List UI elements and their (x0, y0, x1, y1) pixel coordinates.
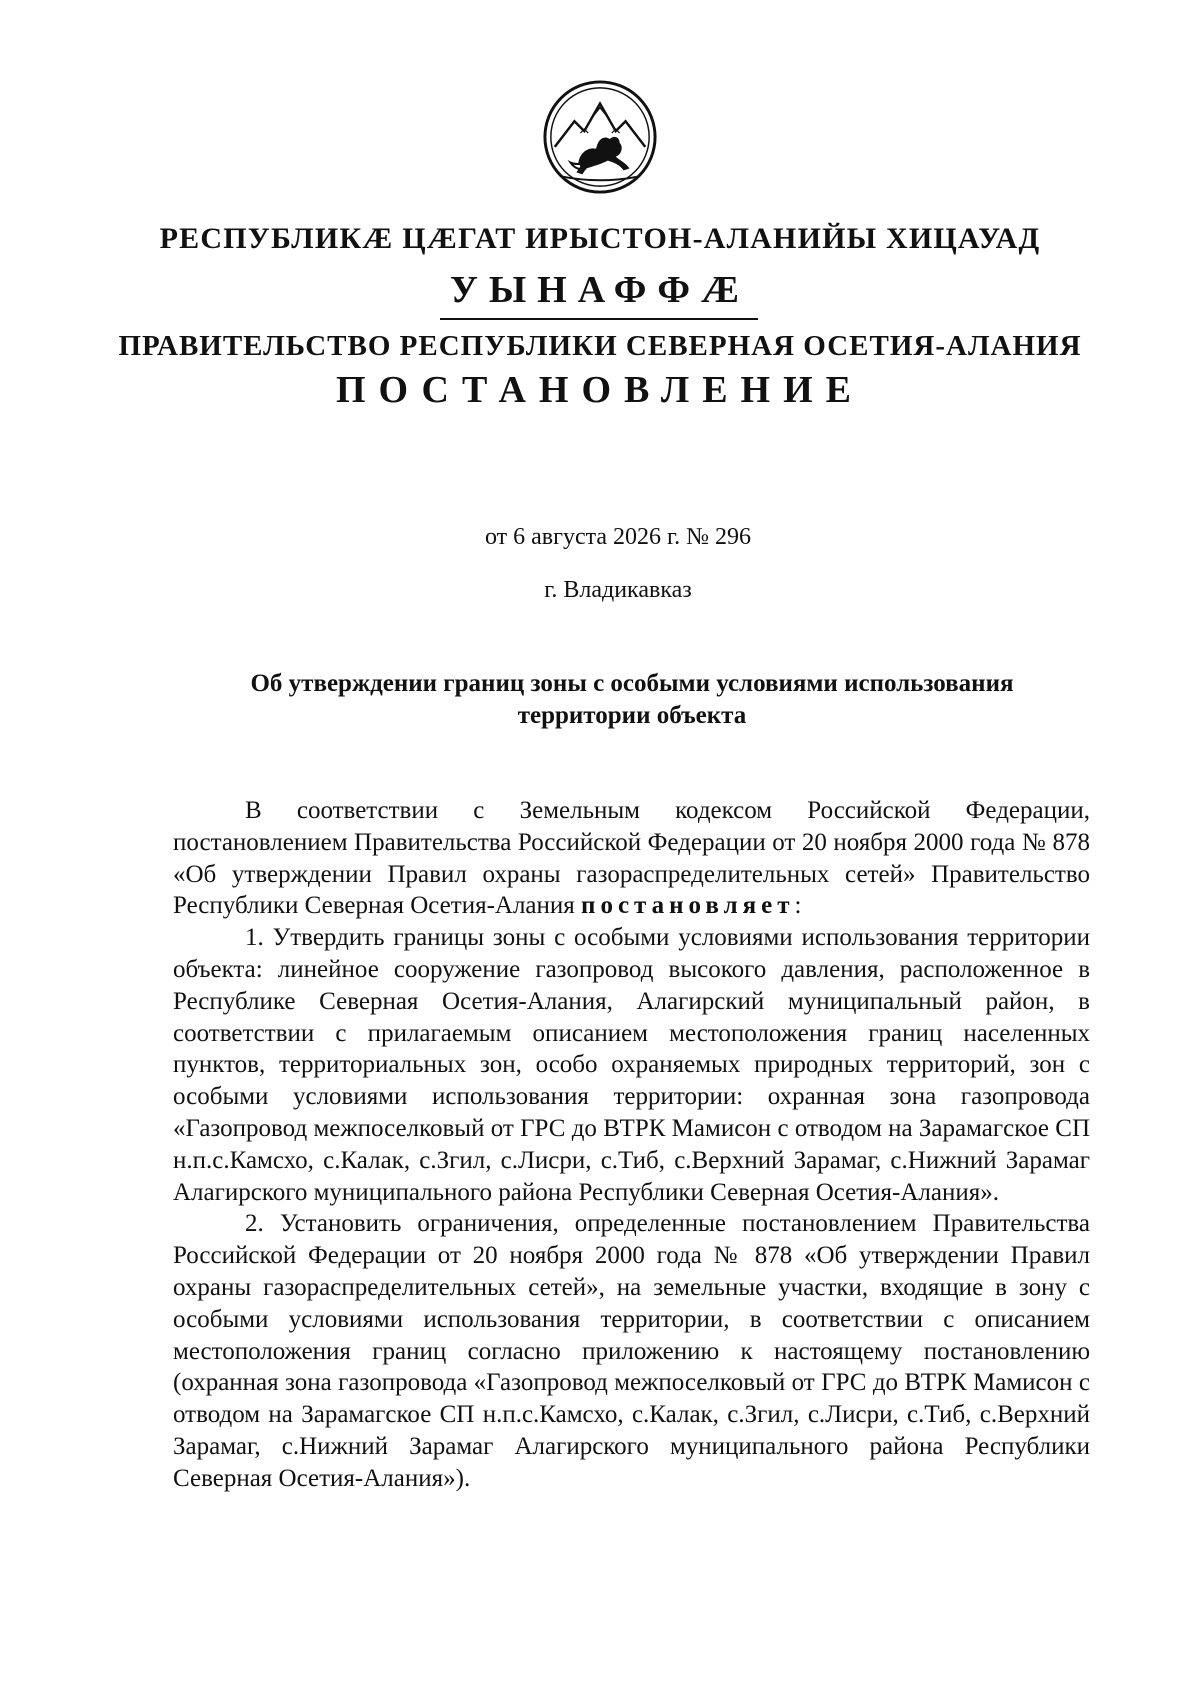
item-1-paragraph: 1. Утвердить границы зоны с особыми условиями использования территории объекта: линейное сооружение газопровод высокого давления, расположенное в Республике Северная Осетия-Алания, Алагирский муниципальный район, в соответствии с прилагаемым описанием местоположения границ населенных пунктов, территориальных зон, особо охраняемых природных территорий, зон с особыми условиями использования территории: охранная зона газопровода «Газопровод межпоселковый от ГРС до ВТРК Мамисон с отводом на Зарамагское СП н.п.с.Камсхо, с.Калак, с.Згил, с.Лисри, с.Тиб, с.Верхний Зарамаг, с.Нижний Зарамаг Алагирского муниципального района Республики Северная Осетия-Алания». (173, 924, 1090, 1206)
header-divider (440, 318, 758, 320)
preamble-text: В соответствии с Земельным кодексом Российской Федерации, постановлением Правительства Российской Федерации от 20 ноября 2000 года № 878 «Об утверждении Правил охраны газораспределительных сетей» Правительство Республики Северная Осетия-Алания (173, 797, 1090, 920)
resolves-colon: : (794, 892, 802, 920)
resolves-word: постановляет (581, 892, 795, 920)
russian-government-name: ПРАВИТЕЛЬСТВО РЕСПУБЛИКИ СЕВЕРНАЯ ОСЕТИЯ-АЛАНИЯ (118, 330, 1082, 362)
document-title (172, 668, 1092, 732)
russian-document-type: ПОСТАНОВЛЕНИЕ (335, 369, 865, 411)
document-date-number: от 6 августа 2026 г. № 296 (484, 524, 752, 550)
preamble-paragraph (173, 795, 1090, 922)
document-city: г. Владикавказ (544, 577, 692, 603)
document-body (173, 795, 1090, 1495)
item-2-paragraph: 2. Установить ограничения, определенные постановлением Правительства Российской Федерации от 20 ноября 2000 года № 878 «Об утверждении Правил охраны газораспределительных сетей», на земельные участки, входящие в зону с особыми условиями использования территории, в соответствии с описанием местоположения границ согласно приложению к настоящему постановлению (охранная зона газопровода «Газопровод межпоселковый от ГРС до ВТРК Мамисон с отводом на Зарамагское СП н.п.с.Камсхо, с.Калак, с.Згил, с.Лисри, с.Тиб, с.Верхний Зарамаг, с.Нижний Зарамаг Алагирского муниципального района Республики Северная Осетия-Алания»). (173, 1210, 1090, 1492)
document-title-line-2: территории объекта (517, 702, 747, 729)
ossetian-document-type: УЫНАФФÆ (449, 269, 751, 311)
ossetian-government-name: РЕСПУБЛИКÆ ЦÆГАТ ИРЫСТОН-АЛАНИЙЫ ХИЦАУАД (159, 222, 1041, 255)
document-title-line-1: Об утверждении границ зоны с особыми условиями использования (250, 670, 1014, 697)
coat-of-arms-emblem-icon (541, 78, 659, 196)
